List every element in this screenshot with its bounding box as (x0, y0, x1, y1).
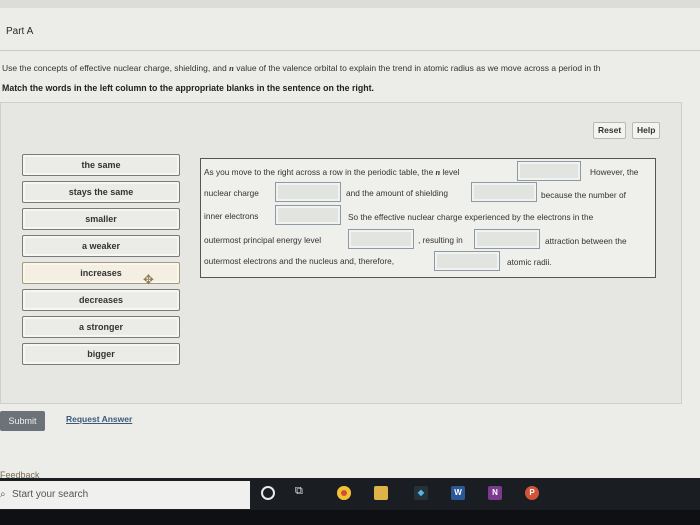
request-answer-link[interactable]: Request Answer (66, 414, 133, 424)
reset-button[interactable]: Reset (593, 122, 626, 139)
divider (0, 50, 700, 51)
sentence-s2b: and the amount of shielding (346, 188, 448, 198)
move-arrows-icon: ✥ (143, 272, 154, 287)
instructions-prefix: Use the concepts of effective nuclear charge, shielding, and (2, 63, 230, 73)
word-a-weaker[interactable]: a weaker (22, 235, 180, 257)
sentence-s1b: level (440, 167, 460, 177)
word-the-same[interactable]: the same (22, 154, 180, 176)
blank-7[interactable] (434, 251, 500, 271)
powerpoint-icon[interactable]: P (525, 486, 539, 500)
match-instruction: Match the words in the left column to the appropriate blanks in the sentence on the right. (2, 83, 374, 93)
help-button[interactable]: Help (632, 122, 660, 139)
sentence-s3a: inner electrons (204, 211, 259, 221)
task-view-icon[interactable]: ⧉ (295, 485, 303, 497)
top-edge (0, 0, 700, 8)
taskbar-search-placeholder: Start your search (12, 489, 89, 500)
feedback-link[interactable]: Feedback (0, 470, 40, 480)
blank-5[interactable] (348, 229, 414, 249)
instructions-suffix: value of the valence orbital to explain the trend in atomic radius as we move across a period in th (233, 63, 601, 73)
blank-1[interactable] (517, 161, 581, 181)
sentence-s4a: outermost principal energy level (204, 235, 322, 245)
sentence-s1a: As you move to the right across a row in the periodic table, the (204, 167, 436, 177)
submit-button[interactable]: Submit (0, 411, 45, 431)
blank-2[interactable] (275, 182, 341, 202)
sentence-line1 (204, 167, 460, 177)
settings-icon[interactable]: ◆ (414, 486, 428, 500)
sentence-s3b: So the effective nuclear charge experienced by the electrons in the (348, 212, 594, 222)
chrome-icon[interactable] (337, 486, 351, 500)
sentence-s5a: outermost electrons and the nucleus and, therefore, (204, 256, 395, 266)
word-icon[interactable]: W (451, 486, 465, 500)
sentence-s1c: However, the (590, 167, 639, 177)
folder-icon[interactable] (374, 486, 388, 500)
word-a-stronger[interactable]: a stronger (22, 316, 180, 338)
word-increases[interactable]: increases (22, 262, 180, 284)
circle-icon[interactable] (261, 486, 275, 500)
onenote-icon[interactable]: N (488, 486, 502, 500)
search-icon: ⌕ (0, 489, 6, 500)
blank-6[interactable] (474, 229, 540, 249)
bottom-strip (0, 510, 700, 525)
sentence-s5b: atomic radii. (507, 257, 552, 267)
part-title: Part A (6, 26, 34, 37)
word-bigger[interactable]: bigger (22, 343, 180, 365)
question-instructions (2, 63, 700, 73)
sentence-s2a: nuclear charge (204, 188, 259, 198)
instructions-n: n (229, 63, 234, 73)
word-stays-the-same[interactable]: stays the same (22, 181, 180, 203)
word-decreases[interactable]: decreases (22, 289, 180, 311)
sentence-s1n: n (435, 168, 441, 177)
blank-4[interactable] (275, 205, 341, 225)
sentence-s4c: attraction between the (545, 236, 627, 246)
sentence-s4b: , resulting in (418, 235, 463, 245)
sentence-s2c: because the number of (541, 190, 626, 200)
blank-3[interactable] (471, 182, 537, 202)
word-smaller[interactable]: smaller (22, 208, 180, 230)
